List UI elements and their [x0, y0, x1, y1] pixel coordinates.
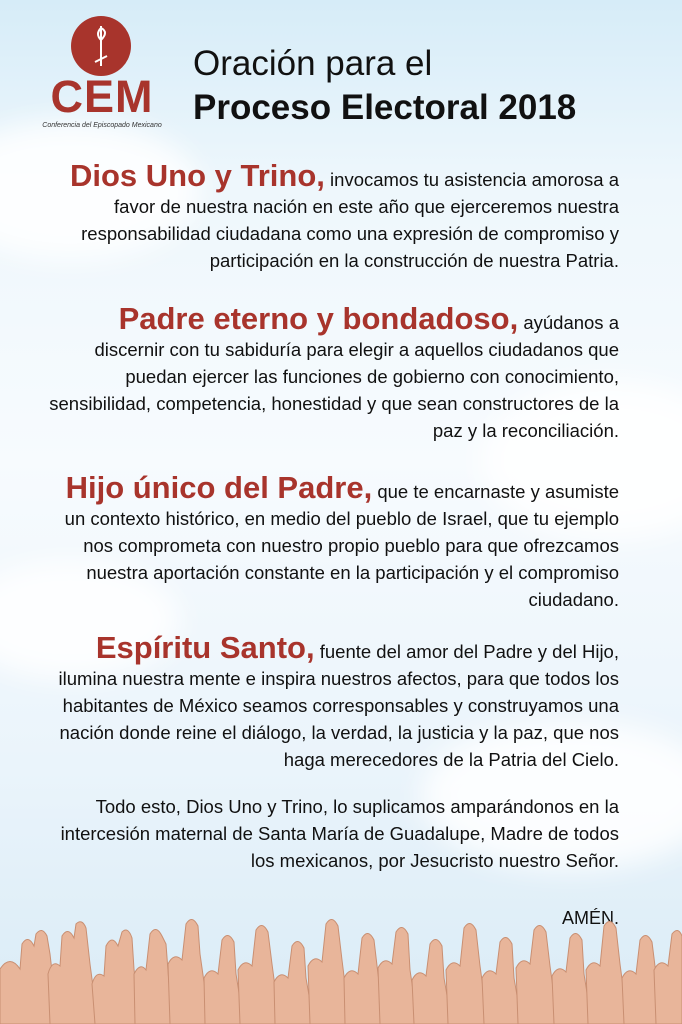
prayer-paragraph [49, 160, 619, 274]
title-line-1: Oración para el [193, 44, 433, 83]
logo-text: CEM [50, 71, 154, 122]
cem-logo [40, 16, 164, 134]
prayer-paragraph [49, 303, 619, 444]
prayer-paragraph [49, 472, 619, 613]
title-line-2: Proceso Electoral 2018 [193, 88, 577, 127]
logo-emblem-icon [71, 16, 131, 76]
paragraph-text: invocamos tu asistencia amorosa a favor de nuestra nación en este año que ejerceremos nuestra responsabilidad ciudadana como una expresión de compromiso y participación en la construcción de nuestra Patria. [81, 169, 619, 271]
prayer-paragraph [49, 632, 619, 773]
paragraph-lead: Dios Uno y Trino, [70, 158, 325, 193]
paragraph-lead: Hijo único del Padre, [65, 470, 373, 505]
logo-subtitle: Conferencia del Episcopado Mexicano [42, 122, 162, 129]
paragraph-lead: Padre eterno y bondadoso, [118, 301, 519, 336]
closing-paragraph: Todo esto, Dios Uno y Trino, lo suplicamos amparándonos en la intercesión maternal de Santa María de Guadalupe, Madre de todos los mexicanos, por Jesucristo nuestro Señor. [60, 796, 619, 871]
paragraph-text: ayúdanos a discernir con tu sabiduría para elegir a aquellos ciudadanos que puedan ejercer las funciones de gobierno con conocimiento, sensibilidad, competencia, honestidad y que sean constructores de la paz y la reconciliación. [49, 312, 619, 441]
amen-text: AMÉN. [561, 908, 619, 928]
paragraph-text: fuente del amor del Padre y del Hijo, ilumina nuestra mente e inspira nuestros afectos, para que todos los habitantes de México seamos corresponsables y construyamos una nación donde reine el diálogo, la verdad, la justicia y la paz, que nos haga merecedores de la Patria del Cielo. [58, 641, 619, 770]
paragraph-text: que te encarnaste y asumiste un contexto histórico, en medio del pueblo de Israel, que tu ejemplo nos comprometa con nuestro propio pueblo para que ofrezcamos nuestra aportación constante en la participación y el compromiso ciudadano. [64, 481, 619, 610]
raised-hands-illustration [0, 874, 682, 1024]
paragraph-lead: Espíritu Santo, [95, 630, 315, 665]
